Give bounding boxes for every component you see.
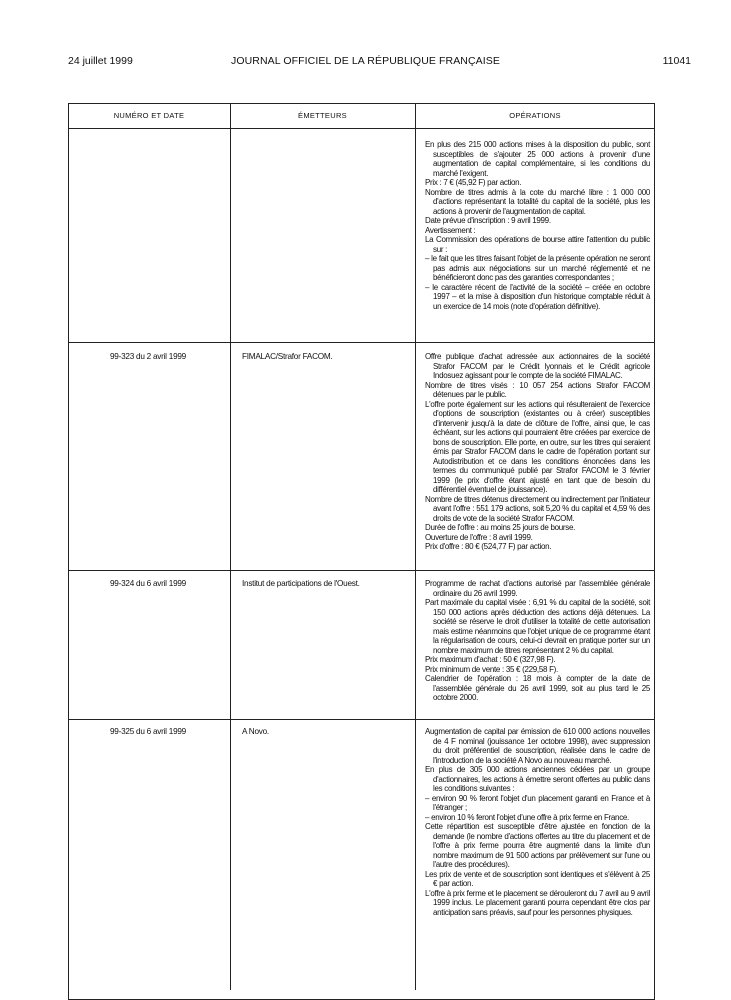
column-header-operations: OPÉRATIONS bbox=[509, 111, 561, 120]
operation-line: En plus des 215 000 actions mises à la disposition du public, sont susceptibles de s'ajouter 25 000 actions à provenir d'une augmentation de capital complémentaire, si les conditions du marché l'exigent. bbox=[425, 140, 650, 178]
emetteur-cell: Institut de participations de l'Ouest. bbox=[242, 579, 360, 588]
operation-line: – environ 10 % feront l'objet d'une offre à prix ferme en France. bbox=[425, 812, 629, 822]
operation-line: Calendrier de l'opération : 18 mois à compter de la date de l'assemblée générale du 26 avril 1999, soit au plus tard le 25 octobre 2000. bbox=[425, 674, 650, 702]
operation-line: Prix : 7 € (45,92 F) par action. bbox=[425, 178, 522, 187]
operation-line: Part maximale du capital visée : 6,91 % du capital de la société, soit 150 000 actions après déduction des actions déjà détenues. La société se réserve le droit d'utiliser la totalité de cette autorisation mais estime néanmoins que l'objet unique de ce programme étant la régularisation de cours, celui-ci devrait en pratique porter sur un nombre maximum de titres représentant 2 % du capital. bbox=[425, 598, 650, 655]
operation-line: L'offre porte également sur les actions qui résulteraient de l'exercice d'options de souscription (existantes ou à créer) susceptibles d'intervenir jusqu'à la date de clôture de l'offre, ainsi que, le cas échéant, sur les actions qui pourraient être créées par exercice de bons de souscription. Elle porte, en outre, sur les titres qui seraient émis par Strafor FACOM dans le cadre de l'opération portant sur Autodistribution et ce dans les conditions énoncées dans les termes du communiqué publié par Strafor FACOM le 3 février 1999 (le prix d'offre étant ajusté en tant que de besoin du différentiel éventuel de jouissance). bbox=[425, 399, 650, 494]
operation-line: En plus de 305 000 actions anciennes cédées par un groupe d'actionnaires, les actions à émettre seront offertes au public dans les conditions suivantes : bbox=[425, 765, 650, 793]
numero-cell: 99-323 du 2 avril 1999 bbox=[110, 352, 186, 361]
operation-line: Augmentation de capital par émission de 610 000 actions nouvelles de 4 F nominal (jouissance 1er octobre 1998), avec suppression du droit préférentiel de souscription, réalisée dans le cadre de l'introduction de la société A Novo au nouveau marché. bbox=[425, 727, 650, 765]
operation-line: – le caractère récent de l'activité de la société – créée en octobre 1997 – et la mise à disposition d'un historique comptable réduit à un exercice de 14 mois (note d'opération définitive). bbox=[425, 282, 650, 311]
operations-cell bbox=[425, 140, 650, 311]
operation-line: Cette répartition est susceptible d'être ajustée en fonction de la demande (le nombre d'actions offertes au titre du placement et de l'offre à prix ferme pourra être augmenté dans la limite d'un nombre maximum de 91 500 actions par prélèvement sur l'une ou l'autre des procédures). bbox=[425, 822, 650, 869]
operation-line: Prix d'offre : 80 € (524,77 F) par action. bbox=[425, 542, 552, 551]
operations-cell bbox=[425, 727, 650, 917]
operation-line: La Commission des opérations de bourse attire l'attention du public sur : bbox=[425, 235, 650, 254]
operation-line: – environ 90 % feront l'objet d'un placement garanti en France et à l'étranger ; bbox=[425, 793, 650, 812]
emetteur-cell: A Novo. bbox=[242, 727, 269, 736]
operation-line: L'offre à prix ferme et le placement se dérouleront du 7 avril au 9 avril 1999 inclus. Le placement garanti pourra cependant être clos par anticipation sans préavis, sauf pour les personnes physiques. bbox=[425, 888, 650, 917]
row-divider bbox=[68, 719, 655, 720]
header-date: 24 juillet 1999 bbox=[68, 55, 133, 67]
operation-line: Programme de rachat d'actions autorisé par l'assemblée générale ordinaire du 26 avril 1999. bbox=[425, 579, 650, 598]
journal-title: JOURNAL OFFICIEL DE LA RÉPUBLIQUE FRANÇAISE bbox=[231, 55, 500, 67]
operation-line: Durée de l'offre : au moins 25 jours de bourse. bbox=[425, 523, 576, 532]
operation-line: Prix minimum de vente : 35 € (229,58 F). bbox=[425, 664, 558, 674]
operation-line: – le fait que les titres faisant l'objet de la présente opération ne seront pas admis aux négociations sur un marché réglementé et ne bénéficieront donc pas des garanties correspondantes ; bbox=[425, 254, 650, 282]
operation-line: Nombre de titres détenus directement ou indirectement par l'initiateur avant l'offre : 551 179 actions, soit 5,20 % du capital et 4,59 % des droits de vote de la société Strafor FACOM. bbox=[425, 494, 650, 523]
operation-line: Ouverture de l'offre : 8 avril 1999. bbox=[425, 532, 533, 542]
column-header-emetteurs: ÉMETTEURS bbox=[298, 111, 347, 120]
numero-cell: 99-324 du 6 avril 1999 bbox=[110, 579, 186, 588]
column-divider bbox=[230, 103, 231, 990]
operations-cell bbox=[425, 352, 650, 552]
operation-line: Nombre de titres visés : 10 057 254 actions Strafor FACOM détenues par le public. bbox=[425, 380, 650, 399]
emetteur-cell: FIMALAC/Strafor FACOM. bbox=[242, 352, 333, 361]
operations-cell bbox=[425, 579, 650, 703]
column-divider bbox=[415, 103, 416, 990]
page-number: 11041 bbox=[662, 55, 691, 67]
operation-line: Avertissement : bbox=[425, 225, 476, 235]
row-divider bbox=[68, 570, 655, 571]
operation-line: Les prix de vente et de souscription sont identiques et s'élèvent à 25 € par action. bbox=[425, 869, 650, 888]
operation-line: Nombre de titres admis à la cote du marché libre : 1 000 000 d'actions représentant la totalité du capital de la société, plus les actions à provenir de l'augmentation de capital. bbox=[425, 187, 650, 216]
operation-line: Date prévue d'inscription : 9 avril 1999. bbox=[425, 216, 551, 225]
operation-line: Offre publique d'achat adressée aux actionnaires de la société Strafor FACOM par le Crédit lyonnais et le Crédit agricole Indosuez agissant pour le compte de la société FIMALAC. bbox=[425, 352, 650, 380]
row-divider bbox=[68, 342, 655, 343]
header-row-divider bbox=[68, 128, 655, 129]
operation-line: Prix maximum d'achat : 50 € (327,98 F). bbox=[425, 655, 556, 664]
numero-cell: 99-325 du 6 avril 1999 bbox=[110, 727, 186, 736]
column-header-numero: NUMÉRO ET DATE bbox=[113, 111, 185, 120]
